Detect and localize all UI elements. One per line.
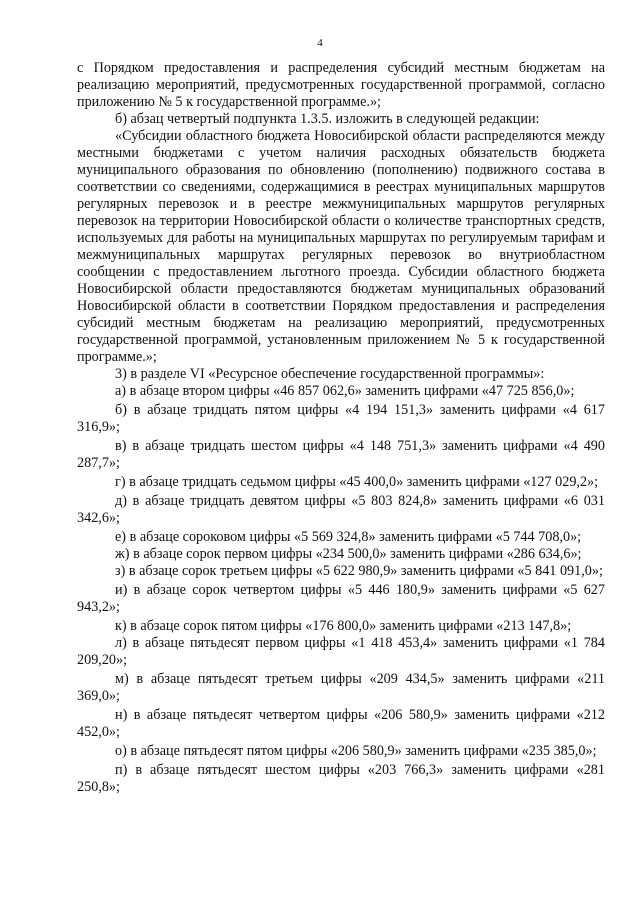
paragraph-item-k: к) в абзаце сорок пятом цифры «176 800,0» заменить цифрами «213 147,8»; [115, 618, 572, 634]
paragraph-item-i: и) в абзаце сорок четвертом цифры «5 446 180,9» заменить цифрами «5 627 943,2»; [77, 582, 605, 615]
paragraph-item-p: п) в абзаце пятьдесят шестом цифры «203 766,3» заменить цифрами «281 250,8»; [77, 762, 605, 795]
paragraph-item-o: о) в абзаце пятьдесят пятом цифры «206 580,9» заменить цифрами «235 385,0»; [115, 743, 597, 759]
paragraph-item-a: а) в абзаце втором цифры «46 857 062,6» заменить цифрами «47 725 856,0»; [115, 383, 575, 399]
paragraph-continuation: с Порядком предоставления и распределения субсидий местным бюджетам на реализацию мероприятий, предусмотренных государственной программой, согласно приложению № 5 к государственной программе.»; [77, 60, 605, 110]
paragraph-item-z: з) в абзаце сорок третьем цифры «5 622 980,9» заменить цифрами «5 841 091,0»; [115, 563, 603, 579]
paragraph-item-l: л) в абзаце пятьдесят первом цифры «1 418 453,4» заменить цифрами «1 784 209,20»; [77, 635, 605, 668]
document-body [77, 60, 605, 796]
paragraph-item-b: б) абзац четвертый подпункта 1.3.5. изложить в следующей редакции: [115, 111, 540, 127]
paragraph-item-n: н) в абзаце пятьдесят четвертом цифры «206 580,9» заменить цифрами «212 452,0»; [77, 707, 605, 740]
paragraph-item-v: в) в абзаце тридцать шестом цифры «4 148 751,3» заменить цифрами «4 490 287,7»; [77, 438, 605, 471]
paragraph-item-g: г) в абзаце тридцать седьмом цифры «45 400,0» заменить цифрами «127 029,2»; [115, 474, 599, 490]
paragraph-item-e: е) в абзаце сороковом цифры «5 569 324,8» заменить цифрами «5 744 708,0»; [115, 529, 582, 545]
paragraph-section-vi: 3) в разделе VI «Ресурсное обеспечение государственной программы»: [115, 366, 545, 382]
page-number: 4 [317, 37, 323, 49]
paragraph-item-b2: б) в абзаце тридцать пятом цифры «4 194 151,3» заменить цифрами «4 617 316,9»; [77, 402, 605, 435]
paragraph-item-m: м) в абзаце пятьдесят третьем цифры «209 434,5» заменить цифрами «211 369,0»; [77, 671, 605, 704]
paragraph-item-d: д) в абзаце тридцать девятом цифры «5 803 824,8» заменить цифрами «6 031 342,6»; [77, 493, 605, 526]
paragraph-item-zh: ж) в абзаце сорок первом цифры «234 500,0» заменить цифрами «286 634,6»; [115, 546, 582, 562]
paragraph-quote-subsidies: «Субсидии областного бюджета Новосибирской области распределяются между местными бюджетами с учетом наличия расходных обязательств бюджета муниципального образования по обновлению (пополнению) подвижного состава в соответствии со сведениями, содержащимися в реестрах муниципальных маршрутов регулярных перевозок и в реестре межмуниципальных маршрутов регулярных перевозок на территории Новосибирской области о количестве транспортных средств, используемых для работы на муниципальных маршрутах по регулируемым тарифам и межмуниципальных маршрутах регулярных перевозок во внутриобластном сообщении с предоставлением льготного проезда. Субсидии областного бюджета Новосибирской области предоставляются бюджетам муниципальных образований Новосибирской области в соответствии Порядком предоставления и распределения субсидий местным бюджетам на реализацию мероприятий, предусмотренных государственной программой, установленным приложением № 5 к государственной программе.»; [77, 128, 605, 365]
